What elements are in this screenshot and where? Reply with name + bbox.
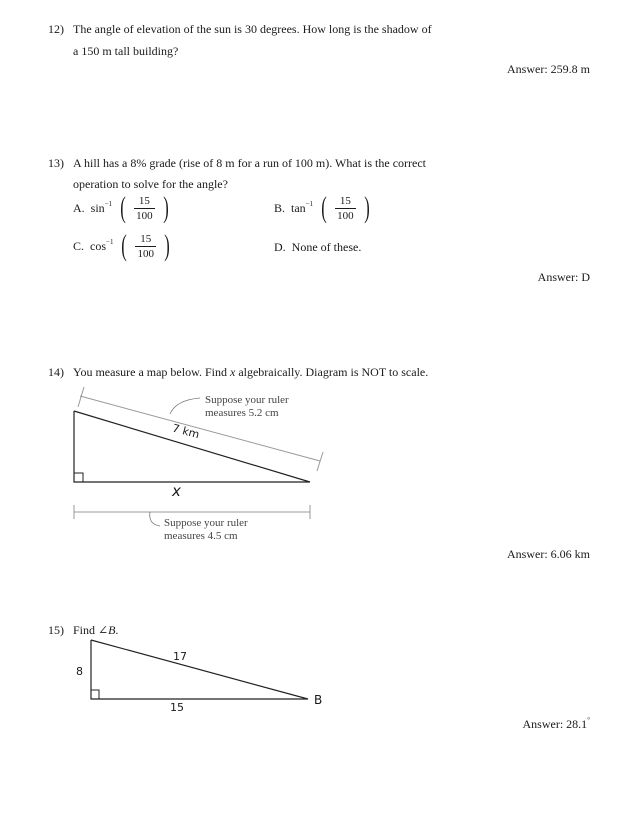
- numerator: 15: [339, 194, 351, 207]
- numerator: 15: [138, 194, 150, 207]
- top-note-line1: Suppose your ruler: [205, 394, 289, 406]
- denominator: 100: [337, 209, 354, 222]
- question-text-post: algebraically. Diagram is NOT to scale.: [235, 365, 429, 379]
- answer-text: Answer: 259.8 m: [507, 62, 590, 76]
- numerator: 15: [140, 232, 152, 245]
- question-number: 15): [48, 623, 64, 637]
- option-a[interactable]: A. $\sin^{-1}$ ( $\frac{15}{100}$ ): [73, 191, 169, 224]
- question-text-pre: Find: [73, 623, 99, 637]
- option-letter: B.: [274, 200, 286, 215]
- option-c[interactable]: C. $\cos^{-1}$ ( $\frac{15}{100}$ ): [73, 229, 170, 262]
- function-name: tan: [291, 201, 306, 215]
- question-number: 12): [48, 22, 64, 36]
- answer-text: Answer: 6.06 km: [507, 547, 590, 561]
- top-note-line2: measures 5.2 cm: [205, 407, 279, 419]
- base-label: 15: [170, 701, 184, 714]
- right-triangle: [91, 640, 308, 699]
- question-number: 13): [48, 156, 64, 170]
- function-name: sin: [90, 201, 105, 215]
- question-text-post: .: [115, 623, 119, 637]
- question-text-line2: a 150 m tall building?: [73, 44, 179, 58]
- hypotenuse-label: 17: [173, 650, 187, 663]
- hypotenuse-label: 7 km: [170, 421, 201, 442]
- function-name: cos: [90, 239, 107, 253]
- question-text-pre: You measure a map below. Find: [73, 365, 230, 379]
- bottom-note-line1: Suppose your ruler: [164, 517, 248, 529]
- question-text-line2: operation to solve for the angle?: [73, 177, 228, 191]
- option-letter: D.: [274, 240, 286, 254]
- question-text-line1: A hill has a 8% grade (rise of 8 m for a run of 100 m). What is the correct: [73, 156, 427, 170]
- base-label: x: [172, 482, 181, 500]
- answer-text: Answer: D: [537, 270, 590, 284]
- right-angle-marker: [91, 690, 99, 699]
- variable-x: x: [229, 365, 236, 379]
- answer-value: Answer: 28.1: [522, 717, 588, 731]
- exponent: −1: [106, 238, 114, 246]
- angle-b: ∠B: [98, 623, 116, 637]
- option-text: None of these.: [291, 240, 362, 254]
- question-text-line1: The angle of elevation of the sun is 30 degrees. How long is the shadow of: [73, 22, 432, 36]
- degree-symbol: °: [587, 716, 590, 724]
- denominator: 100: [137, 247, 154, 260]
- bottom-note-line2: measures 4.5 cm: [164, 530, 238, 542]
- side-label: 8: [76, 665, 83, 678]
- option-letter: C.: [73, 238, 85, 253]
- question-number: 14): [48, 365, 64, 379]
- option-letter: A.: [73, 200, 85, 215]
- answer-text: [523, 716, 590, 732]
- exponent: −1: [104, 200, 113, 208]
- denominator: 100: [136, 209, 153, 222]
- option-b[interactable]: B. $\tan^{-1}$ ( $\frac{15}{100}$ ): [274, 191, 370, 224]
- exponent: −1: [305, 200, 314, 208]
- vertex-label: B: [314, 693, 323, 707]
